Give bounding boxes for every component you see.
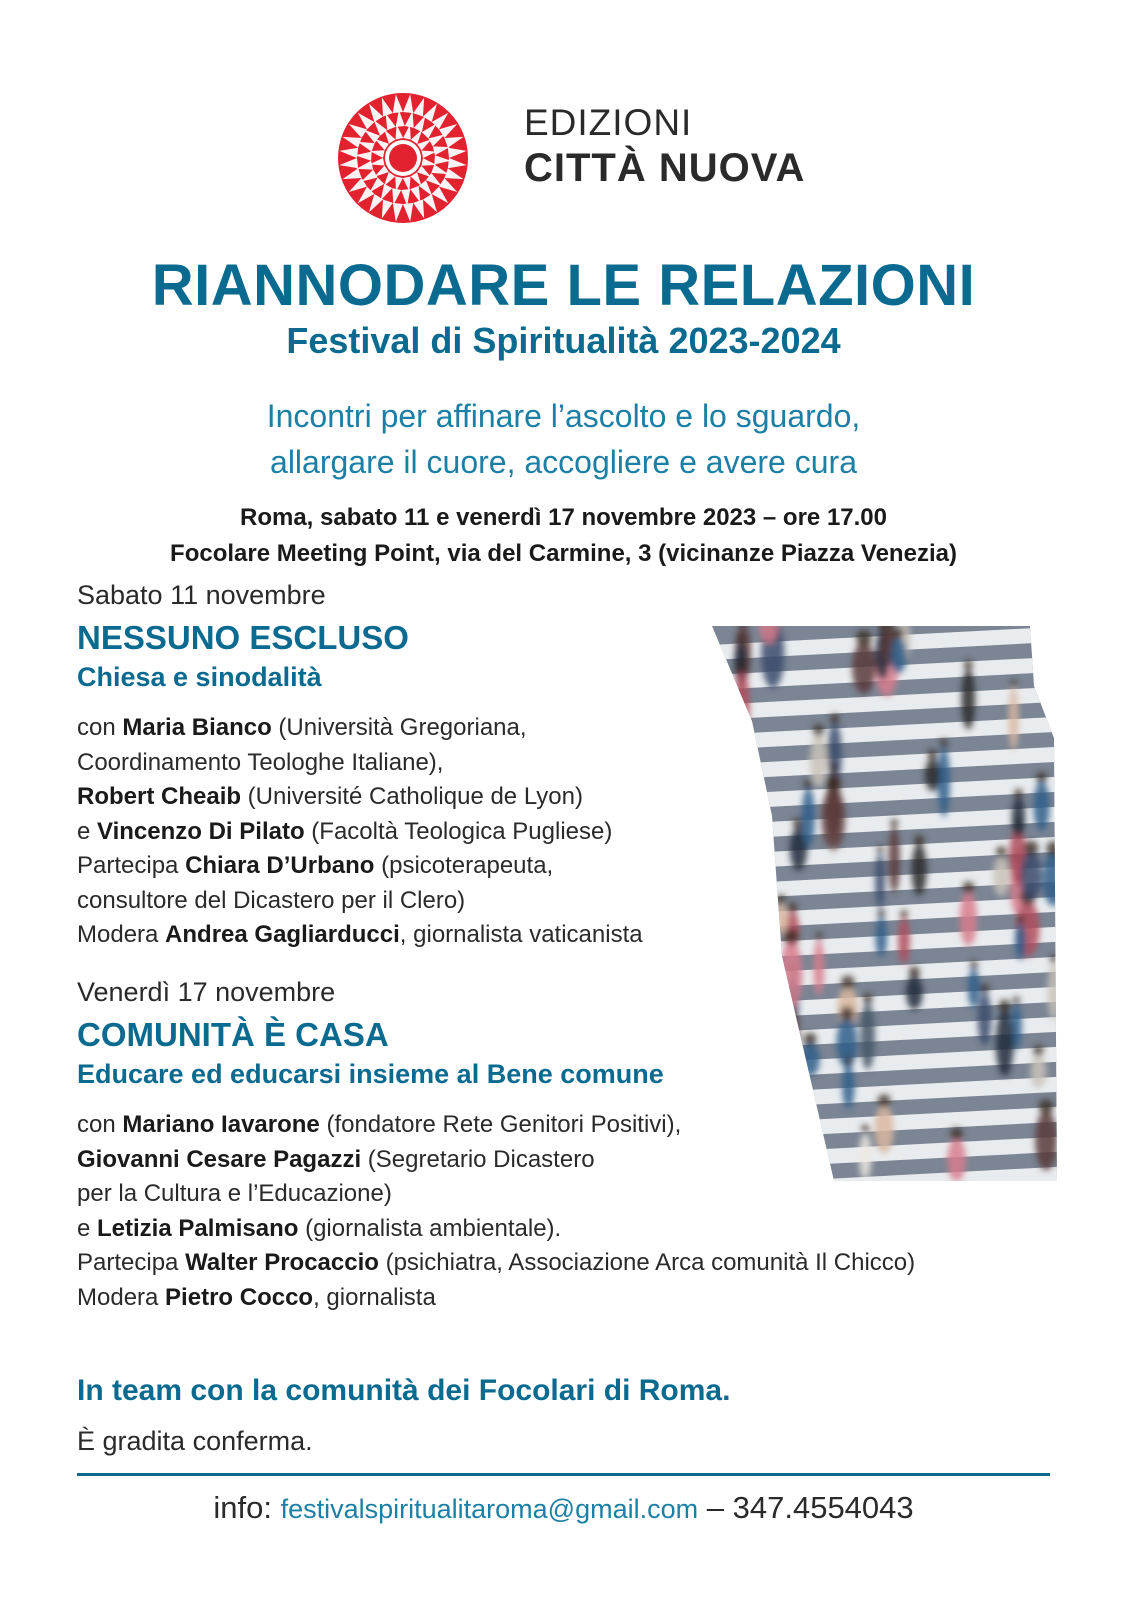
event-when-where [0, 500, 1127, 572]
speaker-text: (psichiatra, Associazione Arca comunità Il Chicco) [378, 1249, 916, 1276]
event-2-title: COMUNITÀ È CASA [77, 1016, 389, 1053]
speaker-text: Modera [77, 1283, 166, 1311]
speaker-line [77, 884, 643, 919]
speaker-text: consultore del Dicastero per il Clero) [77, 886, 466, 914]
speaker-name: Maria Bianco [122, 714, 272, 741]
speaker-name: Walter Procaccio [185, 1249, 379, 1276]
info-label: info: [213, 1490, 272, 1525]
speaker-line [77, 1177, 915, 1212]
speaker-name: Giovanni Cesare Pagazzi [77, 1145, 362, 1173]
event-1-date: Sabato 11 novembre [77, 580, 326, 610]
speaker-text: Coordinamento Teologhe Italiane), [77, 748, 444, 776]
speaker-name: Andrea Gagliarducci [165, 921, 400, 948]
page-title: RIANNODARE LE RELAZIONI [151, 253, 976, 318]
speaker-line [77, 746, 643, 781]
speaker-text: Partecipa [77, 1249, 186, 1276]
speaker-text: (fondatore Rete Genitori Positivi), [319, 1111, 682, 1138]
info-separator: – [706, 1490, 724, 1525]
speaker-name: Letizia Palmisano [97, 1214, 299, 1242]
event-2-date: Venerdì 17 novembre [77, 977, 336, 1007]
speaker-line [77, 1212, 915, 1247]
event-where: Focolare Meeting Point, via del Carmine, 3 (vicinanze Piazza Venezia) [170, 540, 957, 567]
event-1-subtitle: Chiesa e sinodalità [77, 662, 322, 692]
event-1-speakers [77, 711, 643, 953]
phone-number: 347.4554043 [732, 1490, 914, 1525]
speaker-name: Chiara D’Urbano [185, 852, 375, 879]
speaker-text: Partecipa [77, 852, 186, 879]
speaker-text: per la Cultura e l’Educazione) [77, 1180, 392, 1207]
speaker-line [77, 711, 643, 746]
crowd-on-crosswalk-photo [712, 626, 1057, 1181]
speaker-text: con [77, 1111, 123, 1138]
team-note: In team con la comunità dei Focolari di Roma. [77, 1374, 731, 1407]
speaker-name: Pietro Cocco [165, 1283, 314, 1311]
rsvp-note: È gradita conferma. [77, 1426, 313, 1456]
speaker-text: (Facoltà Teologica Pugliese) [304, 817, 613, 845]
speaker-line [77, 1246, 915, 1281]
speaker-line [77, 849, 643, 884]
speaker-text: (Segretario Dicastero [361, 1145, 595, 1173]
email-link[interactable]: festivalspiritualitaroma@gmail.com [280, 1494, 699, 1524]
speaker-line [77, 1281, 915, 1316]
speaker-text: (Università Gregoriana, [271, 714, 527, 741]
speaker-text: , giornalista [313, 1283, 436, 1311]
speaker-text: con [77, 714, 123, 741]
speaker-text: Modera [77, 921, 166, 948]
speaker-name: Mariano Iavarone [122, 1111, 320, 1138]
tagline [0, 393, 1127, 485]
speaker-text: e [77, 817, 98, 845]
speaker-line [77, 918, 643, 953]
speaker-text: (Université Catholique de Lyon) [241, 783, 583, 810]
page-subtitle: Festival di Spiritualità 2023-2024 [286, 320, 841, 361]
sunburst-logo-icon [337, 92, 469, 224]
tagline-line-2: allargare il cuore, accogliere e avere cura [270, 444, 857, 480]
event-2-subtitle: Educare ed educarsi insieme al Bene comune [77, 1059, 664, 1089]
tagline-line-1: Incontri per affinare l’ascolto e lo sguardo, [266, 398, 861, 434]
speaker-text: e [77, 1214, 98, 1242]
speaker-text: (giornalista ambientale). [298, 1214, 562, 1242]
event-when: Roma, sabato 11 e venerdì 17 novembre 2023 – ore 17.00 [239, 504, 887, 531]
speaker-line [77, 815, 643, 850]
speaker-line [77, 780, 643, 815]
speaker-name: Robert Cheaib [77, 783, 242, 810]
footer-divider [77, 1473, 1050, 1476]
speaker-text: , giornalista vaticanista [399, 921, 643, 948]
brand-line-1: EDIZIONI [524, 102, 693, 143]
brand-line-2: CITTÀ NUOVA [524, 146, 806, 190]
speaker-name: Vincenzo Di Pilato [97, 817, 305, 845]
speaker-text: (psicoterapeuta, [374, 852, 554, 879]
event-1-title: NESSUNO ESCLUSO [77, 619, 409, 656]
info-line [0, 1490, 1127, 1526]
